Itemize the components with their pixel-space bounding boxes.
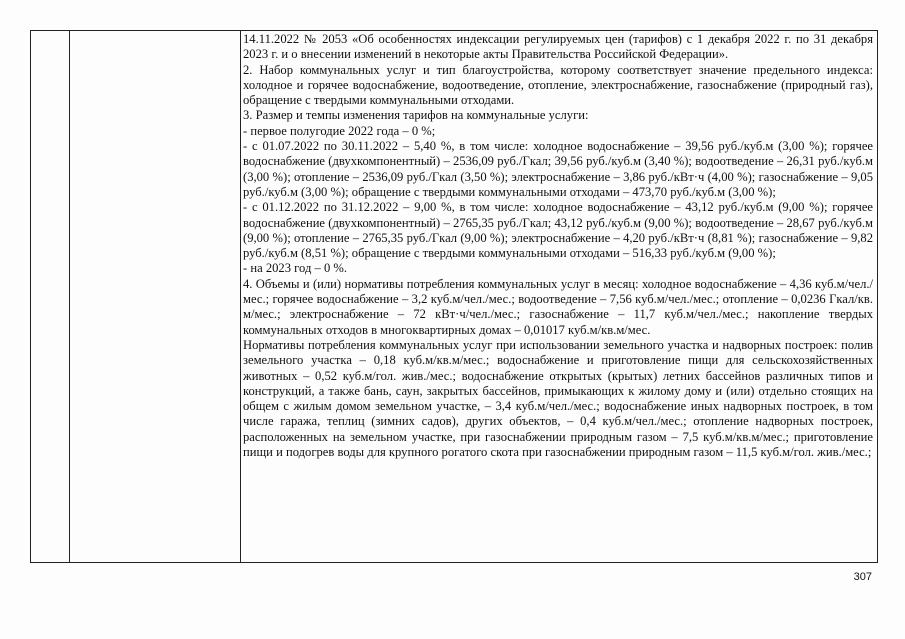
paragraph-utility-set: 2. Набор коммунальных услуг и тип благоустройства, которому соответствует значение предельного индекса: холодное и горячее водоснабжение, водоотведение, отопление, электроснабжение, газоснабжение (природный газ), обращение с твердыми коммунальными отходами. [243, 62, 873, 108]
paragraph-2023: - на 2023 год – 0 %. [243, 261, 348, 276]
paragraph-decree-reference: 14.11.2022 № 2053 «Об особенностях индексации регулируемых цен (тарифов) с 1 декабря 2022 г. по 31 декабря 2023 г. и о внесении изменений в некоторые акты Правительства Российской Федерации». [243, 32, 873, 62]
page-number: 307 [853, 571, 872, 583]
paragraph-jul-nov-2022: - с 01.07.2022 по 30.11.2022 – 5,40 %, в том числе: холодное водоснабжение – 39,56 руб./куб.м (3,00 %); горячее водоснабжение (двухкомпонентный) – 2536,09 руб./Гкал; 39,56 руб./куб.м (3,40 %); водоотведение – 26,31 руб./куб.м (3,00 %); отопление – 2536,09 руб./Гкал (3,50 %); электроснабжение – 3,86 руб./кВт·ч (4,00 %); газоснабжение – 9,05 руб./куб.м (3,00 %); обращение с твердыми коммунальными отходами – 473,70 руб./куб.м (3,00 %); [243, 139, 873, 199]
column-divider-1 [69, 31, 70, 562]
paragraph-land-plot-norms: Нормативы потребления коммунальных услуг при использовании земельного участка и надворных построек: полив земельного участка – 0,18 куб.м/кв.м/мес.; водоснабжение и приготовление пищи для сельскохозяйственных животных – 0,52 куб.м/гол. жив./мес.; водоснабжение открытых (крытых) летних бассейнов различных типов и конструкций, а также бань, саун, закрытых бассейнов, примыкающих к жилому дому и (или) отдельно стоящих на общем с жилым домом земельном участке, – 3,4 куб.м/чел./мес.; водоснабжение иных надворных построек, в том числе гаража, теплиц (зимних садов), других объектов, – 0,4 куб.м/чел./мес.; отопление надворных построек, расположенных на земельном участке, при газоснабжении природным газом – 7,5 куб.м/кв.м/мес.; приготовление пищи и подогрев воды для крупного рогатого скота при газоснабжении природным газом – 11,5 куб.м/гол. жив./мес.; [243, 337, 873, 460]
paragraph-tariff-heading: 3. Размер и темпы изменения тарифов на коммунальные услуги: [243, 108, 589, 123]
document-table [30, 30, 878, 563]
column-divider-2 [240, 31, 241, 562]
paragraph-consumption-norms: 4. Объемы и (или) нормативы потребления коммунальных услуг в месяц: холодное водоснабжение – 4,36 куб.м/чел./мес.; горячее водоснабжение – 3,2 куб.м/чел./мес.; водоотведение – 7,56 куб.м/чел./мес.; отопление – 0,0236 Гкал/кв. м/мес.; электроснабжение – 72 кВт·ч/чел./мес.; газоснабжение – 11,7 куб.м/чел./мес.; накопление твердых коммунальных отходов в многоквартирных домах – 0,01017 куб.м/кв.м/мес. [243, 276, 873, 337]
paragraph-first-half-2022: - первое полугодие 2022 года – 0 %; [243, 123, 436, 138]
text-cell [243, 32, 873, 562]
paragraph-dec-2022: - с 01.12.2022 по 31.12.2022 – 9,00 %, в том числе: холодное водоснабжение – 43,12 руб./куб.м (9,00 %); горячее водоснабжение (двухкомпонентный) – 2765,35 руб./Гкал; 43,12 руб./куб.м (9,00 %); водоотведение – 28,67 руб./куб.м (9,00 %); отопление – 2765,35 руб./Гкал (9,00 %); электроснабжение – 4,20 руб./кВт·ч (8,81 %); газоснабжение – 9,82 руб./куб.м (8,51 %); обращение с твердыми коммунальными отходами – 516,33 руб./куб.м (9,00 %); [243, 200, 873, 261]
